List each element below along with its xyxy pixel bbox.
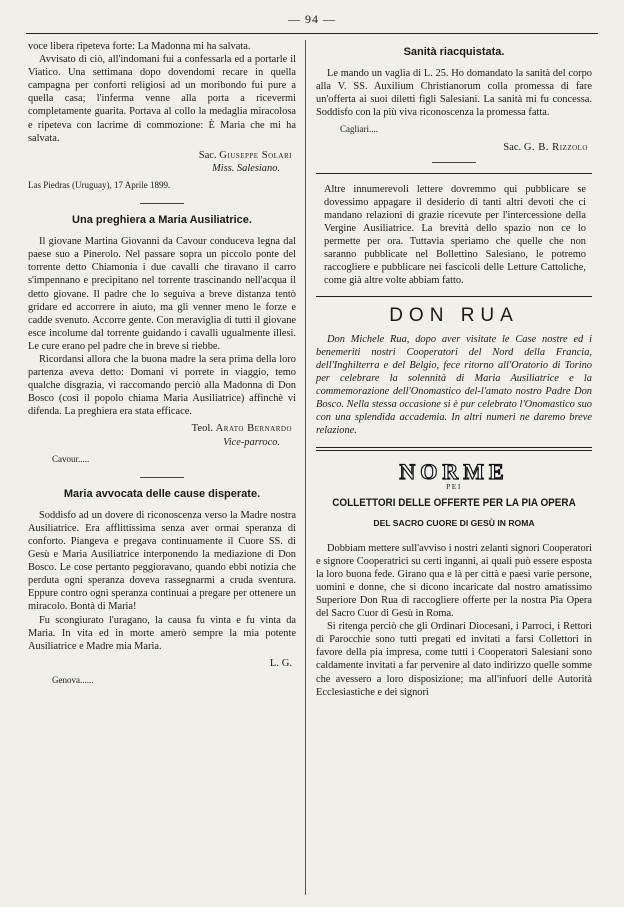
place-date: Genova...... <box>52 674 94 685</box>
article-heading: Una preghiera a Maria Ausiliatrice. <box>72 214 252 227</box>
norme-title: NORME <box>399 459 509 485</box>
norme-paragraph: Si ritenga perciò che gli Ordinari Diocesani, i Parroci, i Rettori di Parocchie sono tutti pregati ed invitati a farsi Collettori in favore della pia impresa, come tutti i Cooperatori Salesiani sono caldamente invitati a far pervenire al dato indirizzo quelle somme che avessero a loro disposizione; ma all'infuori delle Autorità Ecclesiastiche e dei signori <box>316 621 592 698</box>
place-date: Cavour..... <box>52 453 90 464</box>
don-rua-text: Don Michele Rua, dopo aver visitate le Case nostre ed i benemeriti nostri Cooperatori del Nord della Francia, dell'Inghilterra e del Belgio, fece ritorno all'Oratorio di Torino per celebrare la solennità di Maria Ausiliatrice e la commemorazione dell'Onomastico del-l'amato nostro Padre Don Bosco. Nella stessa occasione si è pur celebrato l'Onomastico suo con una splendida accademia. In altri numeri ne daremo breve relazione. <box>316 333 592 437</box>
signature-title: Teol. <box>191 423 213 435</box>
left-column <box>28 40 296 687</box>
signature-title: Sac. <box>503 141 522 153</box>
article-paragraph: Soddisfo ad un dovere di riconoscenza verso la Madre nostra Ausiliatrice. Era afflittissima senza aver ormai speranza di conforto. Piangeva e pregava continuamente il Cuore SS. di Gesù e Maria Ausiliatrice interponendo la mediazione di Don Bosco. Le cose pertanto peggioravano, quando ebbi notizia che perduta ogni speranza doveva rassegnarmi a cruda sventura. Eppure contro ogni speranza continuai a pregare per ottenere un miracolo. Bontà di Maria! <box>28 509 296 613</box>
article-heading: Maria avvocata delle cause disperate. <box>63 487 261 500</box>
signature-lg: L. G. <box>269 657 292 669</box>
signature-role: Miss. Salesiano. <box>212 162 280 174</box>
header-rule <box>26 33 598 34</box>
signature-name: Giuseppe Solari <box>219 149 292 161</box>
right-column <box>316 40 592 699</box>
signature-role: Vice-parroco. <box>223 436 280 448</box>
double-rule <box>316 447 592 451</box>
norme-collettori-heading: COLLETTORI DELLE OFFERTE PER LA PIA OPERA <box>332 497 576 510</box>
norme-paragraph: Dobbiam mettere sull'avviso i nostri zelanti signori Cooperatori e signore Cooperatrici su certi inganni, ai quali può essere esposta la loro buona fede. Girano qua e là per città e paesi varie persone, uomini e donne, che si dicono incaricate dal nostro amatissimo Superiore Don Rua di raccogliere offerte per la nostra Pia Opera del Sacro Cuor di Gesù in Roma. <box>316 542 592 620</box>
page-number: — 94 — <box>288 12 336 26</box>
don-rua-title: DON RUA <box>389 305 519 327</box>
article-paragraph: Le mando un vaglia di L. 25. Ho domandato la sanità del corpo alla V. SS. Auxilium Christianorum colla promessa di fare un'offerta ai suoi diletti figli Salesiani. La sanità mi fu concessa. Soddisfo con la più viva riconoscenza la promessa fatta. <box>316 68 592 119</box>
intro-paragraph: voce libera ripeteva forte: La Madonna mi ha salvata. <box>28 41 251 52</box>
place-date: Cagliari.... <box>340 124 378 135</box>
separator <box>432 162 476 163</box>
article-paragraph: Ricordansi allora che la buona madre la sera prima della loro partenza aveva detto: Domani vi porrete in viaggio, temo qualche disgrazia, vi raccomando perciò alla Madonna di Don Bosco (così il popolo chiama Maria Ausiliatrice) affinchè vi difenda. La preghiera era stata efficace. <box>28 353 296 418</box>
notice-box <box>316 173 592 298</box>
notice-text: Altre innumerevoli lettere dovremmo qui pubblicare se dovessimo appagare il desiderio di tanti altri devoti che ci mandano relazioni di grazie ricevute per l'intercessione della Vergine Ausiliatrice. La brevità dello spazio non ce lo permette per ora. Tuttavia speriamo che quelle che non saranno pubblicate nel Bollettino Salesiano, le potremo raccogliere e pubblicare nei fascicoli delle Letture Cattoliche, come già altre volte abbiam fatto. <box>324 183 586 287</box>
intro-paragraph: Avvisato di ciò, all'indomani fui a confessarla ed a portarle il Viatico. Una settimana dopo dovendomi recare in quella campagna per conforti religiosi ad un moribondo fui pure a quella casa; l'inferma venne alla porta a ricevermi completamente guarita. Portava al collo la medaglia miracolosa e ripeteva con lacrime di commozione: È Maria che mi ha salvata. <box>28 54 296 144</box>
signature-rizzolo <box>316 141 588 154</box>
signature-name: Arato Bernardo <box>215 423 292 435</box>
signature-title: Sac. <box>198 149 217 161</box>
signature-name: G. B. Rizzolo <box>523 141 588 153</box>
norme-sacro-cuore-heading: DEL SACRO CUORE DI GESÙ IN ROMA <box>373 517 535 528</box>
norme-pei: PEI <box>446 482 462 492</box>
signature-solari <box>28 149 292 162</box>
column-divider <box>305 40 306 895</box>
article-paragraph: Il giovane Martina Giovanni da Cavour conduceva legna dal paese suo a Pinerolo. Nel passare sopra un piccolo ponte del torrente detto Chiamonia i due cavalli che tiravano il carro s'impennano e precipitano nel torrente trascinando nell'acqua il detto giovane. Il padre che lo seguiva a breve distanza tentò gridare ed accorrere in aiuto, ma gli venner meno le forze e cadde svenuto. Accorre gente. Con meraviglia di tutti il giovane esce incolume dal torrente guidando i cavalli ugualmente illesi. Le cure erano pel padre che in breve si riebbe. <box>28 236 296 352</box>
separator <box>140 203 184 204</box>
separator <box>140 477 184 478</box>
article-paragraph: Fu scongiurato l'uragano, la causa fu vinta e fu vinta da Maria. In vita ed in morte amerò sempre la mia potente Ausiliatrice e Madre mia Maria. <box>28 614 296 652</box>
signature-arato <box>28 422 292 435</box>
place-date: Las Piedras (Uruguay), 17 Aprile 1899. <box>28 179 171 190</box>
article-heading: Sanità riacquistata. <box>403 46 505 58</box>
